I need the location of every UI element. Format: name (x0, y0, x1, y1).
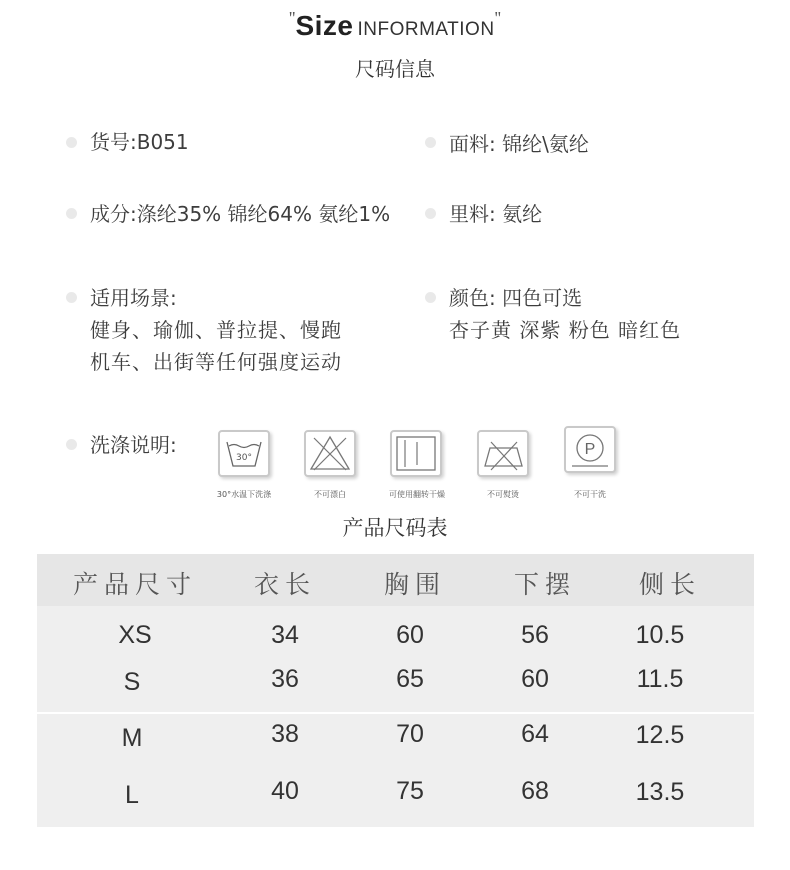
tumble-dry-icon (390, 430, 442, 477)
care-caption: 可使用翻转干燥 (389, 490, 445, 499)
care-caption: 不可熨烫 (487, 490, 519, 499)
lining: 里料: 氨纶 (449, 202, 543, 226)
no-iron-icon (477, 430, 529, 477)
table-cell: 36 (271, 665, 299, 693)
wash-temp-label: 30° (236, 453, 252, 463)
care-caption: 不可漂白 (314, 490, 346, 499)
title-information: INFORMATION (357, 19, 495, 40)
bullet-dot (66, 292, 77, 303)
table-cell: 40 (271, 777, 299, 805)
scenes-line-2: 机车、出街等任何强度运动 (90, 350, 342, 374)
bullet-dot (66, 137, 77, 148)
size-table-title: 产品尺码表 (342, 516, 448, 540)
scenes-line-1: 健身、瑜伽、普拉提、慢跑 (90, 318, 342, 342)
header-side-length: 侧长 (638, 570, 701, 599)
table-cell: 34 (271, 621, 299, 649)
bullet-dot (425, 137, 436, 148)
table-cell: 68 (521, 777, 549, 805)
care-label: 洗涤说明: (90, 433, 177, 457)
no-dry-clean-icon (564, 426, 616, 473)
table-cell: 38 (271, 720, 299, 748)
table-cell: 10.5 (635, 621, 685, 649)
size-info-subtitle: 尺码信息 (355, 57, 435, 81)
bullet-dot (66, 208, 77, 219)
table-cell: 75 (396, 777, 424, 805)
table-cell: 11.5 (636, 665, 684, 693)
bullet-dot (425, 208, 436, 219)
header-hem: 下摆 (513, 570, 576, 599)
dry-clean-letter: P (584, 441, 596, 458)
table-cell: 13.5 (635, 778, 685, 806)
table-cell: XS (118, 621, 152, 649)
composition: 成分:涤纶35% 锦纶64% 氨纶1% (90, 202, 391, 226)
care-caption: 30°水温下洗涤 (216, 490, 272, 499)
item-number: 货号:B051 (90, 130, 189, 154)
close-quote: '' (494, 8, 502, 28)
header-length: 衣长 (253, 570, 316, 599)
care-caption: 不可干洗 (574, 490, 606, 499)
table-cell: 12.5 (635, 721, 685, 749)
table-cell: 64 (521, 720, 549, 748)
table-cell: S (123, 668, 141, 696)
title-size: Size (295, 10, 354, 41)
colors-label: 颜色: 四色可选 (449, 286, 583, 310)
table-cell: 70 (396, 720, 424, 748)
fabric: 面料: 锦纶\氨纶 (449, 132, 589, 156)
header-bust: 胸围 (383, 570, 446, 599)
colors-options: 杏子黄 深紫 粉色 暗红色 (449, 318, 682, 342)
open-quote: '' (288, 8, 296, 28)
bullet-dot (66, 439, 77, 450)
wash-30-icon (218, 430, 270, 477)
bullet-dot (425, 292, 436, 303)
table-cell: 60 (521, 665, 549, 693)
row-divider (37, 712, 754, 714)
table-cell: 56 (521, 621, 549, 649)
header-size: 产品尺寸 (72, 570, 197, 599)
table-cell: 65 (396, 665, 424, 693)
table-cell: M (121, 724, 143, 752)
table-cell: 60 (396, 621, 424, 649)
size-info-title (0, 10, 790, 42)
scenes-label: 适用场景: (90, 286, 177, 310)
table-cell: L (125, 781, 139, 809)
no-bleach-icon (304, 430, 356, 477)
